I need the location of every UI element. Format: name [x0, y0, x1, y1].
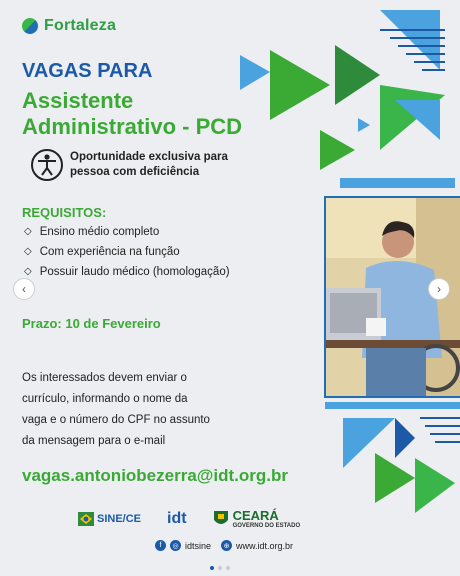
requirements-list: [24, 222, 230, 282]
job-title-line1: Assistente: [22, 88, 134, 113]
requirement-text: Com experiência na função: [39, 246, 180, 258]
diamond-bullet-icon: ◇: [24, 266, 32, 277]
list-item: [24, 262, 230, 282]
headline-vagas-para: VAGAS PARA: [22, 60, 153, 82]
instructions-line: vaga e o número do CPF no assunto: [22, 414, 210, 426]
fortaleza-logo-icon: [22, 18, 38, 34]
footer-logos: [78, 508, 300, 529]
requirements-title: REQUISITOS:: [22, 205, 107, 220]
carousel-indicator: [210, 566, 230, 570]
idt-logo: idt: [167, 509, 187, 527]
list-item: [24, 222, 230, 242]
instagram-icon[interactable]: ◎: [170, 540, 181, 551]
brand-logo: [22, 17, 116, 35]
instructions-line: currículo, informando o nome da: [22, 393, 188, 405]
carousel-dot[interactable]: [226, 566, 230, 570]
accessibility-icon: [30, 148, 64, 182]
globe-icon: ⊕: [221, 540, 232, 551]
list-item: [24, 242, 230, 262]
brazil-flag-icon: [78, 512, 94, 526]
chevron-left-icon: ‹: [22, 282, 26, 296]
facebook-icon[interactable]: f: [155, 540, 166, 551]
social-handle[interactable]: idtsine: [185, 540, 212, 551]
job-title-line2: Administrativo - PCD: [22, 114, 243, 139]
contact-email[interactable]: vagas.antoniobezerra@idt.org.br: [22, 466, 288, 485]
carousel-next-button[interactable]: [428, 278, 450, 300]
sine-label: SINE/CE: [97, 512, 142, 525]
ceara-sublabel: GOVERNO DO ESTADO: [232, 523, 301, 529]
carousel-dot[interactable]: [210, 566, 214, 570]
pcd-notice: [30, 148, 228, 182]
decorative-shapes-bottom: [325, 398, 460, 518]
pcd-line1: Oportunidade exclusiva para: [70, 151, 228, 163]
pcd-line2: pessoa com deficiência: [70, 166, 200, 178]
sine-logo: [78, 512, 141, 526]
chevron-right-icon: ›: [437, 282, 441, 296]
ceara-label: CEARÁ: [232, 508, 279, 523]
requirement-text: Possuir laudo médico (homologação): [39, 266, 230, 278]
diamond-bullet-icon: ◇: [24, 226, 32, 237]
website-link[interactable]: www.idt.org.br: [236, 540, 294, 551]
brand-name: Fortaleza: [44, 17, 117, 34]
instructions: [22, 368, 242, 452]
ceara-crest-icon: [213, 510, 229, 528]
social-links: [155, 540, 293, 551]
carousel-dot[interactable]: [218, 566, 222, 570]
ceara-logo: [213, 508, 301, 529]
decorative-shapes-top: [240, 0, 460, 200]
instructions-line: Os interessados devem enviar o: [22, 372, 187, 384]
instructions-line: da mensagem para o e-mail: [22, 435, 166, 447]
requirement-text: Ensino médio completo: [39, 226, 160, 238]
diamond-bullet-icon: ◇: [24, 246, 32, 257]
job-title: [22, 88, 242, 140]
deadline: Prazo: 10 de Fevereiro: [22, 316, 161, 331]
carousel-prev-button[interactable]: [13, 278, 35, 300]
